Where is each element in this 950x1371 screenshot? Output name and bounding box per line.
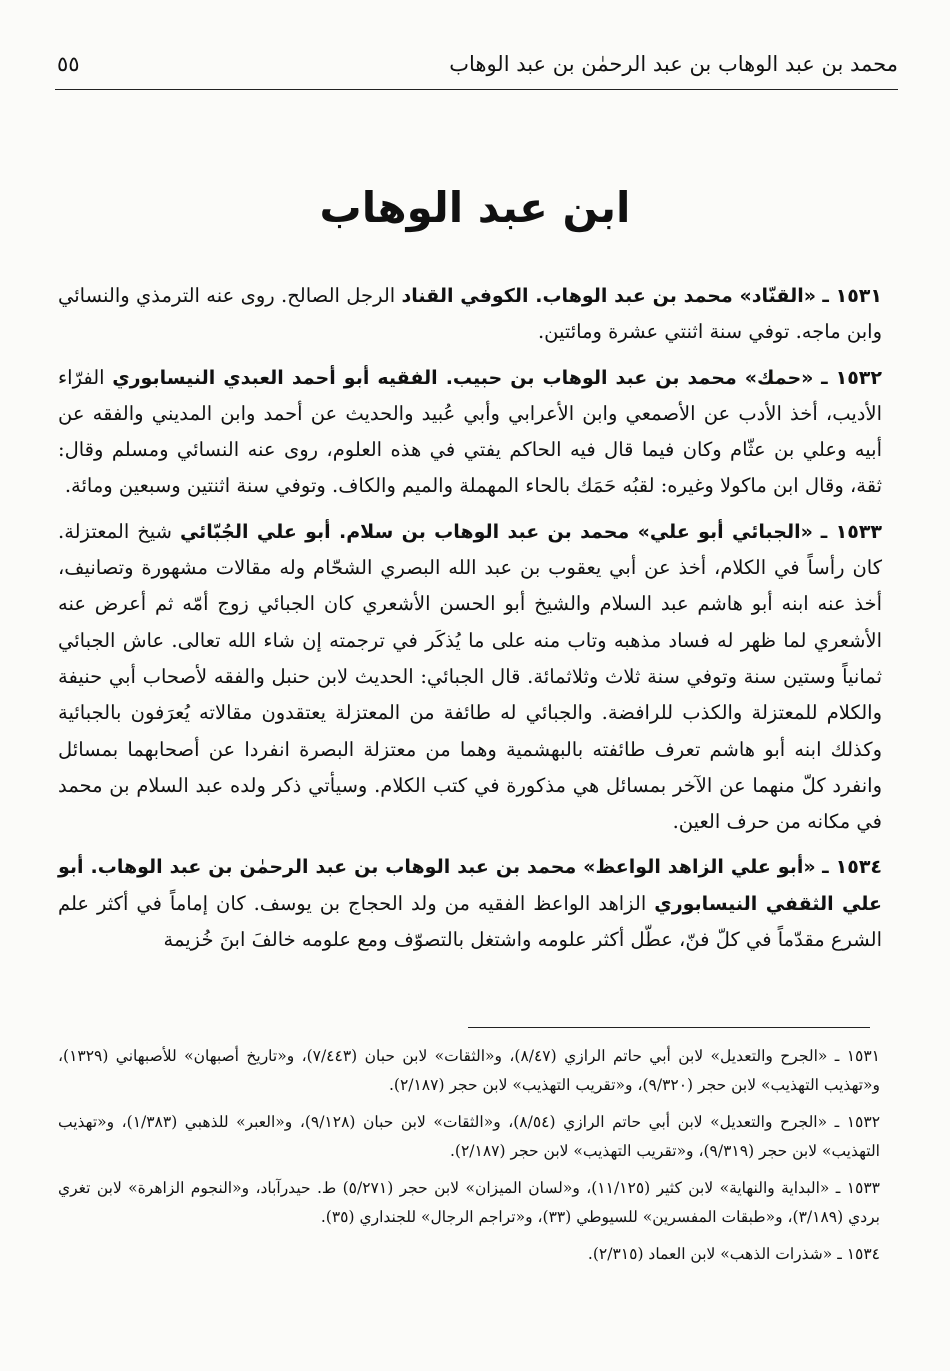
running-title: محمد بن عبد الوهاب بن عبد الرحمٰن بن عبد الوهاب <box>449 52 898 76</box>
footnote-1532 <box>58 1108 880 1166</box>
footnote-1534 <box>58 1240 880 1269</box>
entry-number: ١٥٣٤ ـ <box>822 856 883 879</box>
entry-names: «حمك» محمد بن عبد الوهاب بن حبيب. الفقيه أبو أحمد العبدي النيسابوري <box>112 366 814 389</box>
footnote-text: «البداية والنهاية» لابن كثير (١١/١٢٥)، و«لسان الميزان» لابن حجر (٥/٢٧١) ط. حيدرآباد، و«النجوم الزاهرة» لابن تغري بردي (٣/١٨٩)، و«طبقات المفسرين» للسيوطي (٣٣)، و«تراجم الرجال» للجنداري (٣٥). <box>58 1179 880 1226</box>
entry-1534 <box>58 849 882 958</box>
footnote-divider <box>468 1027 870 1028</box>
footnote-number: ١٥٣١ ـ <box>834 1047 880 1065</box>
entry-names: «أبو علي الزاهد الواعظ» محمد بن عبد الوهاب بن عبد الرحمٰن بن عبد الوهاب. أبو علي الثقفي النيسابوري <box>58 856 883 915</box>
section-heading: ابن عبد الوهاب <box>319 183 631 232</box>
running-header <box>55 40 898 90</box>
entry-text: الرجل الصالح. روى عنه الترمذي والنسائي وابن ماجه. توفي سنة اثنتي عشرة ومائتين. <box>58 284 882 344</box>
footnote-text: «الجرح والتعديل» لابن أبي حاتم الرازي (٨/٤٧)، و«الثقات» لابن حبان (٧/٤٤٣)، و«تاريخ أصبهان» للأصبهاني (١٣٢٩)، و«تهذيب التهذيب» لابن حجر (٩/٣٢٠)، و«تقريب التهذيب» لابن حجر (٢/١٨٧). <box>58 1047 880 1094</box>
footnote-number: ١٥٣٢ ـ <box>834 1113 881 1131</box>
entry-1532 <box>58 360 882 505</box>
entry-text: الفرّاء الأديب، أخذ الأدب عن الأصمعي وابن الأعرابي وأبي عُبيد والحديث عن أحمد وابن المديني والفقه عن أبيه وعلي بن عثّام وكان فيما قال فيه الحاكم يفتي في هذه العلوم، روى عنه النسائي ومسلم وقال: ثقة، وقال ابن ماكولا وغيره: لقبُه حَمَك بالحاء المهملة والميم والكاف. وتوفي سنة اثنتين وسبعين ومائة. <box>58 365 882 498</box>
footnote-1531 <box>58 1042 880 1100</box>
entry-text: الزاهد الواعظ الفقيه من ولد الحجاج بن يوسف. كان إماماً في أكثر علم الشرع مقدّماً في كلّ فنّ، عطّل أكثر علومه واشتغل بالتصوّف ومع علومه خالفَ ابنَ خُزيمة <box>58 891 882 952</box>
entry-number: ١٥٣٢ ـ <box>821 366 882 389</box>
entry-1531 <box>58 278 882 351</box>
entry-text: شيخ المعتزلة. كان رأساً في الكلام، أخذ عن أبي يعقوب بن عبد الله البصري الشحّام وله مقالات مشهورة وتصانيف، أخذ عنه ابنه أبو هاشم عبد السلام والشيخ أبو الحسن الأشعري كان الجبائي زوج أمّه ثم أعرض عنه الأشعري لما ظهر له فساد مذهبه وتاب منه على ما يُذكَر في ترجمته إن شاء الله تعالى. عاش الجبائي ثمانياً وستين سنة وتوفي سنة ثلاث وثلاثمائة. قال الجبائي: الحديث لابن حنبل والفقه لأصحاب أبي حنيفة والكلام للمعتزلة والكذب للرافضة. والجبائي له طائفة من المعتزلة يعتقدون مقالاته يُعرَفون بالجبائية وكذلك ابنه أبو هاشم تعرف طائفته بالبهشمية وهما من معتزلة البصرة انفردا عن أصحابهما بمسائل وانفرد كلّ منهما عن الآخر بمسائل هي مذكورة في كتب الكلام. وسيأتي ذكر ولده عبد السلام بن محمد في مكانه من حرف العين. <box>58 519 882 834</box>
entry-number: ١٥٣١ ـ <box>822 285 882 307</box>
footnote-1533 <box>58 1174 880 1232</box>
entry-1533 <box>58 514 882 841</box>
footnote-number: ١٥٣٤ ـ <box>837 1245 880 1263</box>
footnotes <box>58 1042 880 1277</box>
footnote-text: «الجرح والتعديل» لابن أبي حاتم الرازي (٨/٥٤)، و«الثقات» لابن حبان (٩/١٢٨)، و«العبر» للذهبي (١/٣٨٣)، و«تهذيب التهذيب» لابن حجر (٩/٣١٩)، و«تقريب التهذيب» لابن حجر (٢/١٨٧). <box>58 1113 880 1160</box>
entry-number: ١٥٣٣ ـ <box>820 520 883 543</box>
footnote-text: «شذرات الذهب» لابن العماد (٢/٣١٥). <box>587 1245 833 1263</box>
entry-names: «القنّاد» محمد بن عبد الوهاب. الكوفي القناد <box>401 285 817 307</box>
page-number: ٥٥ <box>57 52 80 76</box>
main-text <box>58 278 882 967</box>
footnote-number: ١٥٣٣ ـ <box>835 1179 881 1197</box>
entry-names: «الجبائي أبو علي» محمد بن عبد الوهاب بن سلام. أبو علي الجُبّائي <box>179 520 813 543</box>
